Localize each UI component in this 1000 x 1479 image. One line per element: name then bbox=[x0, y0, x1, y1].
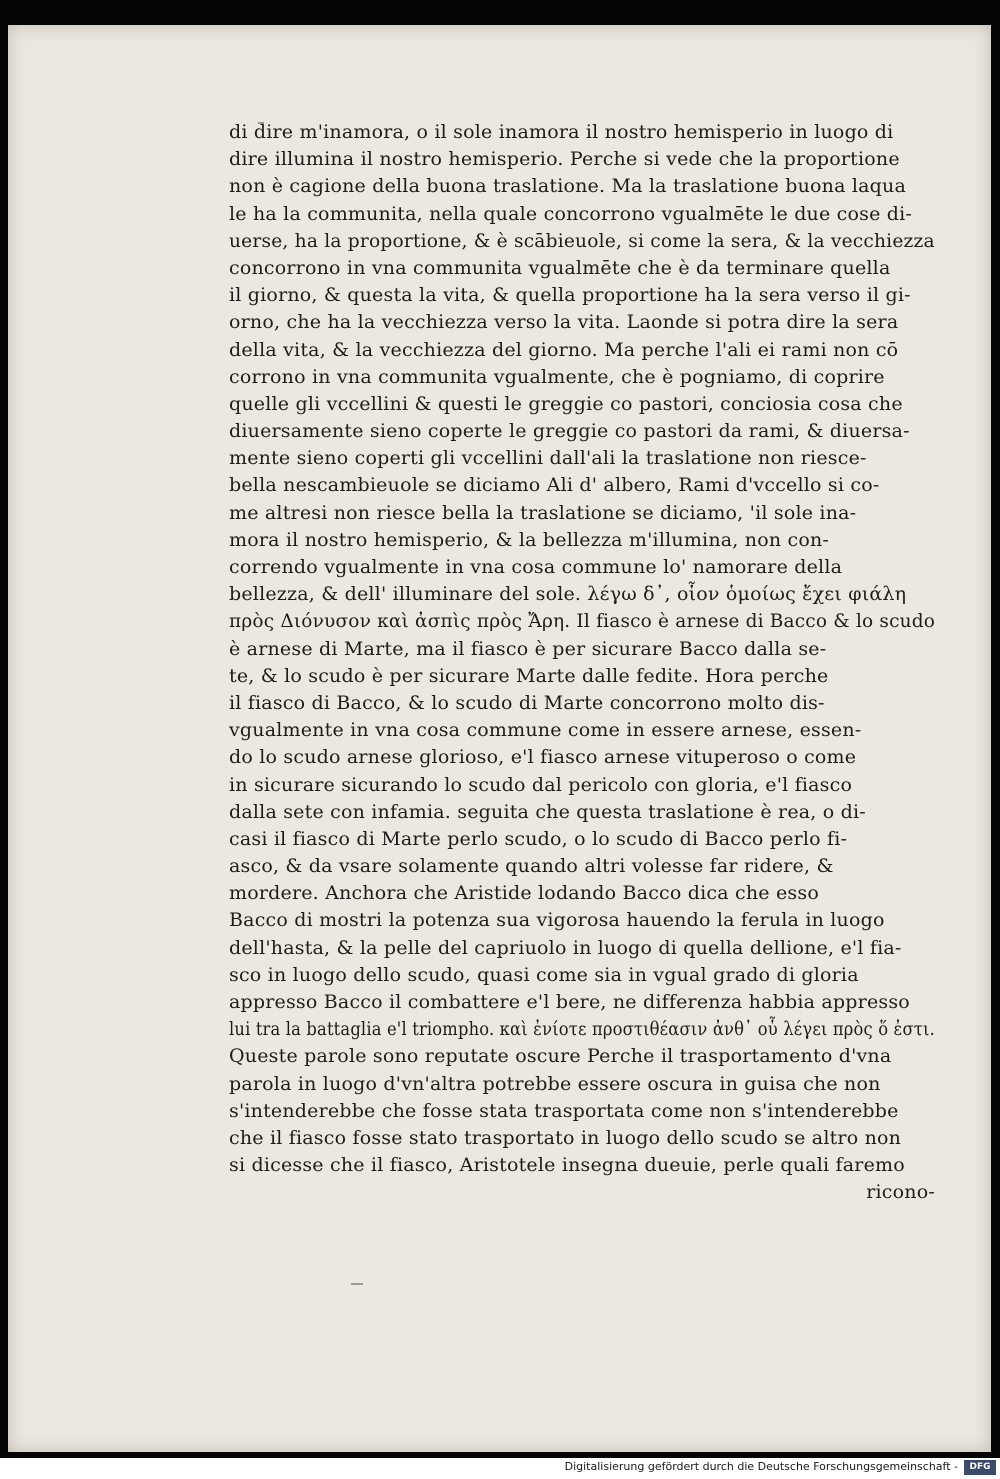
text-line: vgualmente in vna cosa commune come in essere arnese, essen- bbox=[229, 719, 862, 742]
catchword: ricono- bbox=[866, 1181, 935, 1204]
text-line: in sicurare sicurando lo scudo dal pericolo con gloria, e'l fiasco bbox=[229, 773, 853, 796]
text-line: mordere. Anchora che Aristide lodando Bacco dica che esso bbox=[229, 882, 819, 905]
text-line: Bacco di mostri la potenza sua vigorosa hauendo la ferula in luogo bbox=[229, 909, 885, 932]
text-line: mente sieno coperti gli vccellini dall'ali la traslatione non riesce- bbox=[229, 447, 867, 470]
text-line: asco, & da vsare solamente quando altri volesse far ridere, & bbox=[229, 855, 834, 878]
text-line: dell'hasta, & la pelle del capriuolo in luogo di quella dellione, e'l fia- bbox=[229, 936, 902, 959]
text-line: di dire m'inamora, o il sole inamora il nostro hemisperio in luogo di bbox=[229, 121, 894, 143]
text-line: parola in luogo d'vn'altra potrebbe essere oscura in guisa che non bbox=[229, 1072, 881, 1095]
funding-credit: Digitalisierung gefördert durch die Deutsche Forschungsgemeinschaft - bbox=[564, 1460, 958, 1473]
text-line: diuersamente sieno coperte le greggie co pastori da rami, & diuersa- bbox=[229, 420, 910, 443]
footer-bar bbox=[0, 1458, 1000, 1479]
text-line: bellezza, & dell' illuminare del sole. λέγω δ᾽, οἷον ὁμοίως ἔχει φιάλη bbox=[229, 583, 907, 606]
text-line: il fiasco di Bacco, & lo scudo di Marte concorrono molto dis- bbox=[229, 691, 825, 714]
text-line: dalla sete con infamia. seguita che questa traslatione è rea, o di- bbox=[229, 800, 866, 823]
text-line: do lo scudo arnese glorioso, e'l fiasco arnese vituperoso o come bbox=[229, 746, 857, 769]
text-line: quelle gli vccellini & questi le greggie co pastori, conciosia cosa che bbox=[229, 392, 903, 415]
text-line: s'intenderebbe che fosse stata trasportata come non s'intenderebbe bbox=[229, 1099, 899, 1122]
text-line: che il fiasco fosse stato trasportato in luogo dello scudo se altro non bbox=[229, 1126, 902, 1149]
text-line: il giorno, & questa la vita, & quella proportione ha la sera verso il gi- bbox=[229, 284, 911, 307]
text-line: me altresi non riesce bella la traslatione se diciamo, 'il sole ina- bbox=[229, 501, 857, 524]
text-line: casi il fiasco di Marte perlo scudo, o lo scudo di Bacco perlo fi- bbox=[229, 827, 848, 850]
page-text bbox=[229, 119, 935, 1207]
text-line: lui tra la battaglia e'l triompho. καὶ ἐνίοτε προστιθέασιν ἀνθ᾽ οὗ λέγει πρὸς ὅ ἐστι. bbox=[229, 1018, 935, 1041]
text-line: bella nescambieuole se diciamo Ali d' albero, Rami d'vccello si co- bbox=[229, 474, 880, 497]
text-line: non è cagione della buona traslatione. Ma la traslatione buona laqua bbox=[229, 175, 906, 198]
text-line: le ha la communita, nella quale concorrono vgualmēte le due cose di- bbox=[229, 202, 913, 225]
text-line: sco in luogo dello scudo, quasi come sia in vgual grado di gloria bbox=[229, 963, 859, 986]
text-line: è arnese di Marte, ma il fiasco è per sicurare Bacco dalla se- bbox=[229, 637, 827, 660]
text-line: si dicesse che il fiasco, Aristotele insegna dueuie, perle quali faremo bbox=[229, 1154, 905, 1177]
text-line: πρὸς Διόνυσον καὶ ἀσπὶς πρὸς Ἄρη. Il fiasco è arnese di Bacco & lo scudo bbox=[229, 610, 936, 633]
text-line: orno, che ha la vecchiezza verso la vita. Laonde si potra dire la sera bbox=[229, 311, 899, 334]
text-line: appresso Bacco il combattere e'l bere, ne differenza habbia appresso bbox=[229, 991, 910, 1013]
text-line: concorrono in vna communita vgualmēte che è da terminare quella bbox=[229, 256, 891, 279]
text-line: te, & lo scudo è per sicurare Marte dalle fedite. Hora perche bbox=[229, 664, 829, 687]
text-line: dire illumina il nostro hemisperio. Perche si vede che la proportione bbox=[229, 148, 900, 171]
text-line: correndo vgualmente in vna cosa commune lo' namorare della bbox=[229, 556, 843, 578]
text-line: uerse, ha la proportione, & è scābieuole, si come la sera, & la vecchiezza bbox=[229, 229, 935, 252]
text-line: corrono in vna communita vgualmente, che è pogniamo, di coprire bbox=[229, 365, 885, 388]
dfg-logo-icon: DFG bbox=[964, 1460, 996, 1475]
text-line: mora il nostro hemisperio, & la bellezza m'illumina, non con- bbox=[229, 528, 830, 551]
ink-speck bbox=[351, 1283, 363, 1285]
text-line: Queste parole sono reputate oscure Perche il trasportamento d'vna bbox=[229, 1045, 892, 1068]
text-line: della vita, & la vecchiezza del giorno. Ma perche l'ali ei rami non cō bbox=[229, 338, 899, 361]
